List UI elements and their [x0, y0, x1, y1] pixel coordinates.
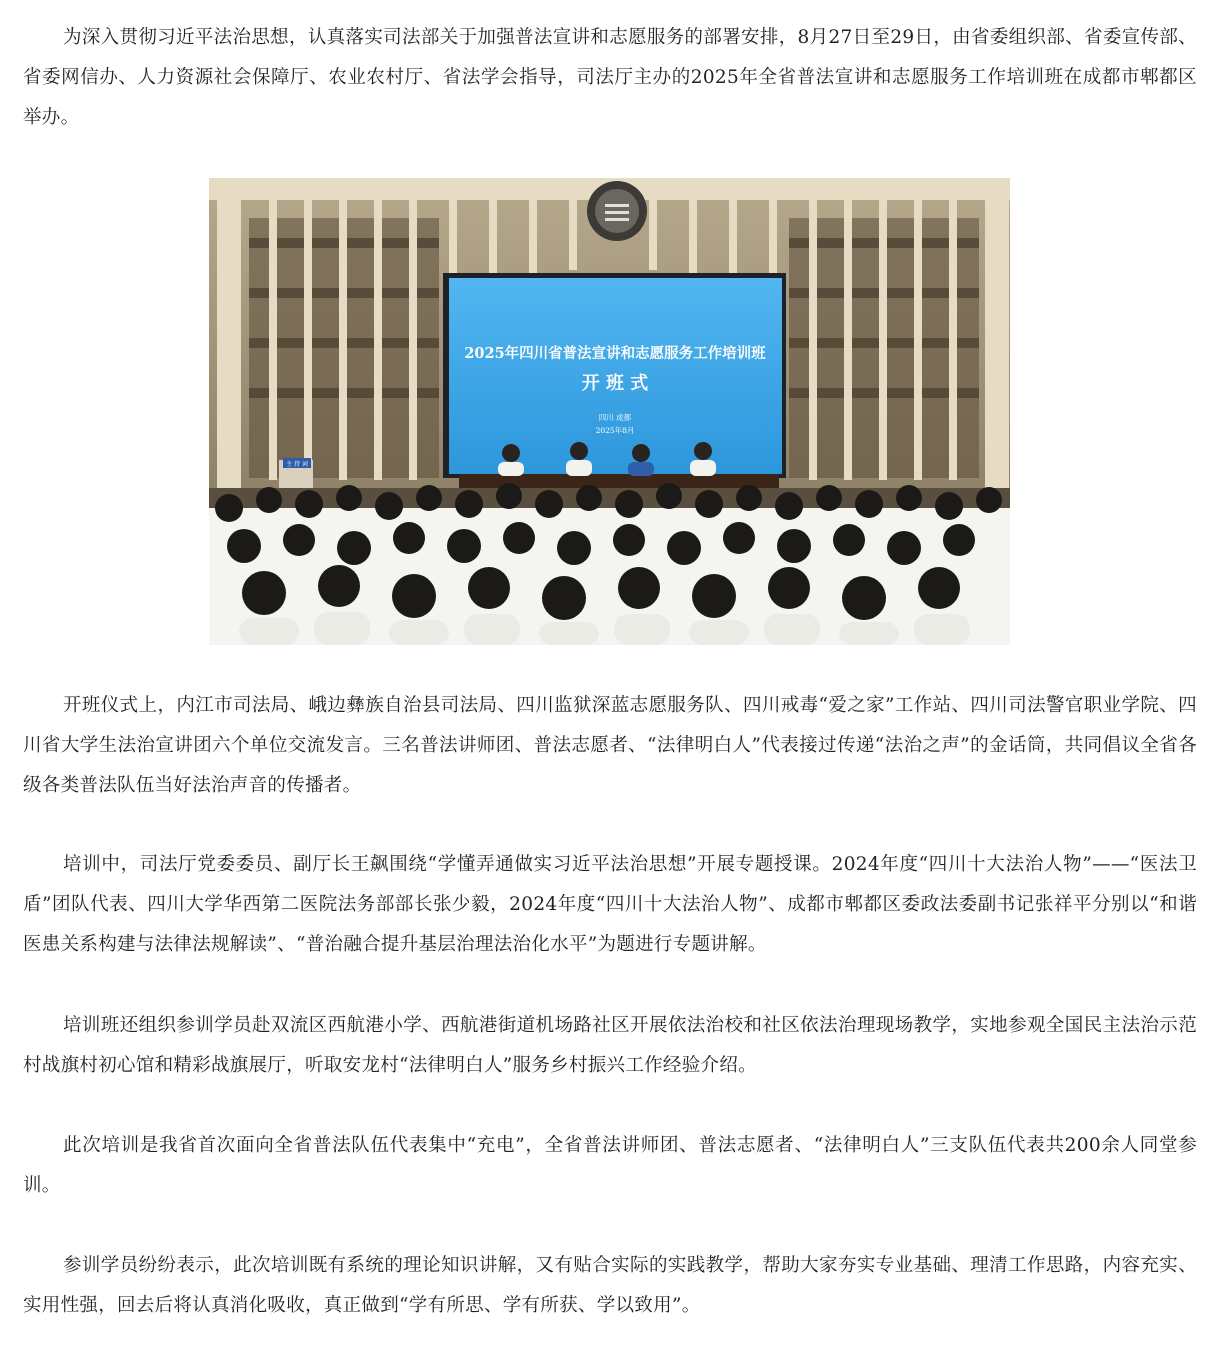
paragraph-opening-ceremony: 开班仪式上，内江市司法局、峨边彝族自治县司法局、四川监狱深蓝志愿服务队、四川戒毒“爱之家”工作站、四川司法警官职业学院、四川省大学生法治宣讲团六个单位交流发言。三名普法讲师团、普法志愿者、“法律明白人”代表接过传递“法治之声”的金话筒，共同倡议全省各级各类普法队伍当好法治声音的传播者。 — [23, 695, 1197, 796]
screen-subtitle: 开 班 式 — [581, 373, 649, 394]
event-photo — [209, 178, 1010, 645]
podium-sign: 主 持 词 — [286, 461, 308, 468]
paragraph-intro: 为深入贯彻习近平法治思想，认真落实司法部关于加强普法宣讲和志愿服务的部署安排，8月27日至29日，由省委组织部、省委宣传部、省委网信办、人力资源社会保障厅、农业农村厅、省法学会指导，司法厅主办的2025年全省普法宣讲和志愿服务工作培训班在成都市郫都区举办。 — [23, 27, 1197, 128]
audience — [209, 483, 1010, 645]
paragraph-training-lectures: 培训中，司法厅党委委员、副厅长王飙围绕“学懂弄通做实习近平法治思想”开展专题授课。2024年度“四川十大法治人物”——“医法卫盾”团队代表、四川大学华西第二医院法务部部长张少毅，2024年度“四川十大法治人物”、成都市郫都区委政法委副书记张祥平分别以“和谐医患关系构建与法律法规解读”、“普治融合提升基层治理法治化水平”为题进行专题讲解。 — [23, 854, 1197, 955]
screen-title: 2025年四川省普法宣讲和志愿服务工作培训班 — [464, 345, 766, 362]
paragraph-participants: 此次培训是我省首次面向全省普法队伍代表集中“充电”，全省普法讲师团、普法志愿者、“法律明白人”三支队伍代表共200余人同堂参训。 — [23, 1135, 1197, 1196]
screen-date: 2025年8月 — [595, 426, 635, 435]
screen-location: 四川 成都 — [598, 413, 632, 422]
paragraph-feedback: 参训学员纷纷表示，此次培训既有系统的理论知识讲解，又有贴合实际的实践教学，帮助大家夯实专业基础、理清工作思路，内容充实、实用性强，回去后将认真消化吸收，真正做到“学有所思、学有所获、学以致用”。 — [23, 1255, 1197, 1316]
paragraph-field-teaching: 培训班还组织参训学员赴双流区西航港小学、西航港街道机场路社区开展依法治校和社区依法治理现场教学，实地参观全国民主法治示范村战旗村初心馆和精彩战旗展厅，听取安龙村“法律明白人”服务乡村振兴工作经验介绍。 — [23, 1015, 1197, 1076]
emblem-icon — [587, 181, 647, 241]
